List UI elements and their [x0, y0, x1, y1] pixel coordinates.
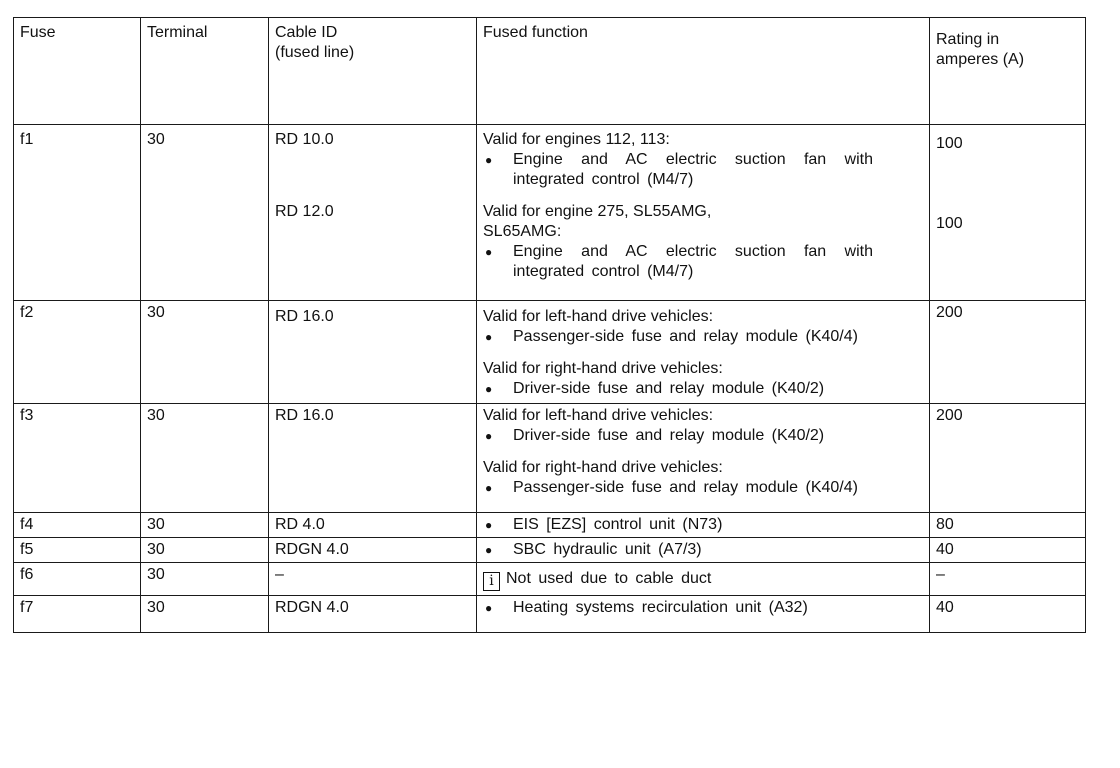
function-block — [483, 130, 923, 190]
function-cell — [477, 404, 930, 513]
function-item: ● Passenger-side fuse and relay module (K40/4) — [483, 478, 865, 498]
function-item: ● Engine and AC electric suction fan with integrated control (M4/7) — [483, 242, 873, 282]
function-item: ● EIS [EZS] control unit (N73) — [483, 515, 923, 535]
header-terminal: Terminal — [141, 18, 269, 125]
header-rating: Rating in amperes (A) — [930, 18, 1086, 125]
table-row — [14, 125, 1086, 301]
table-row — [14, 301, 1086, 404]
terminal-cell: 30 — [141, 125, 269, 301]
fuse-cell: f5 — [14, 538, 141, 563]
table-row — [14, 404, 1086, 513]
fuse-table — [13, 17, 1086, 633]
info-icon: i — [483, 572, 500, 591]
table-row — [14, 596, 1086, 633]
function-cell — [477, 538, 930, 563]
rating-cell: 40 — [930, 596, 1086, 633]
rating-cell: – — [930, 563, 1086, 596]
fuse-cell: f4 — [14, 513, 141, 538]
function-note: Valid for engines 112, 113: — [483, 131, 670, 148]
rating-cell: 40 — [930, 538, 1086, 563]
header-fused-function: Fused function — [477, 18, 930, 125]
function-note: Valid for left-hand drive vehicles: — [483, 407, 714, 424]
terminal-cell: 30 — [141, 563, 269, 596]
table-row — [14, 563, 1086, 596]
function-note: Valid for right-hand drive vehicles: — [483, 459, 723, 476]
function-block — [483, 359, 923, 399]
function-cell — [477, 596, 930, 633]
cable-id-cell: RD 4.0 — [269, 513, 477, 538]
function-item: ● Heating systems recirculation unit (A32) — [483, 598, 923, 618]
fuse-cell: f2 — [14, 301, 141, 404]
function-cell — [477, 125, 930, 301]
function-item: ● Engine and AC electric suction fan with integrated control (M4/7) — [483, 150, 873, 190]
table-row — [14, 538, 1086, 563]
function-item: ● Passenger-side fuse and relay module (K40/4) — [483, 327, 865, 347]
header-fuse: Fuse — [14, 18, 141, 125]
function-note: Valid for engine 275, SL55AMG, SL65AMG: — [483, 203, 712, 240]
function-item: ● SBC hydraulic unit (A7/3) — [483, 540, 923, 560]
cable-id-cell: RDGN 4.0 — [269, 538, 477, 563]
fuse-cell: f1 — [14, 125, 141, 301]
rating-cell: 200 — [930, 404, 1086, 513]
cable-id-cell: RD 10.0 RD 12.0 — [269, 125, 477, 301]
function-block — [483, 458, 923, 498]
cable-id-cell: RD 16.0 — [269, 301, 477, 404]
terminal-cell: 30 — [141, 596, 269, 633]
terminal-cell: 30 — [141, 538, 269, 563]
function-cell — [477, 563, 930, 596]
function-note: Valid for left-hand drive vehicles: — [483, 308, 714, 325]
function-block — [483, 307, 923, 347]
rating-cell: 80 — [930, 513, 1086, 538]
cable-id-cell: – — [269, 563, 477, 596]
table-row — [14, 513, 1086, 538]
rating-cell: 100 100 — [930, 125, 1086, 301]
cable-id-cell: RDGN 4.0 — [269, 596, 477, 633]
function-block — [483, 406, 923, 446]
function-cell — [477, 513, 930, 538]
terminal-cell: 30 — [141, 404, 269, 513]
header-cable-id: Cable ID (fused line) — [269, 18, 477, 125]
header-row — [14, 18, 1086, 125]
terminal-cell: 30 — [141, 513, 269, 538]
function-cell — [477, 301, 930, 404]
function-note: Not used due to cable duct — [506, 570, 712, 587]
terminal-cell: 30 — [141, 301, 269, 404]
function-block — [483, 202, 923, 282]
function-item: ● Driver-side fuse and relay module (K40/2) — [483, 426, 923, 446]
rating-cell: 200 — [930, 301, 1086, 404]
function-note: Valid for right-hand drive vehicles: — [483, 360, 723, 377]
fuse-cell: f3 — [14, 404, 141, 513]
cable-id-cell: RD 16.0 — [269, 404, 477, 513]
fuse-cell: f6 — [14, 563, 141, 596]
function-item: ● Driver-side fuse and relay module (K40/2) — [483, 379, 923, 399]
fuse-cell: f7 — [14, 596, 141, 633]
